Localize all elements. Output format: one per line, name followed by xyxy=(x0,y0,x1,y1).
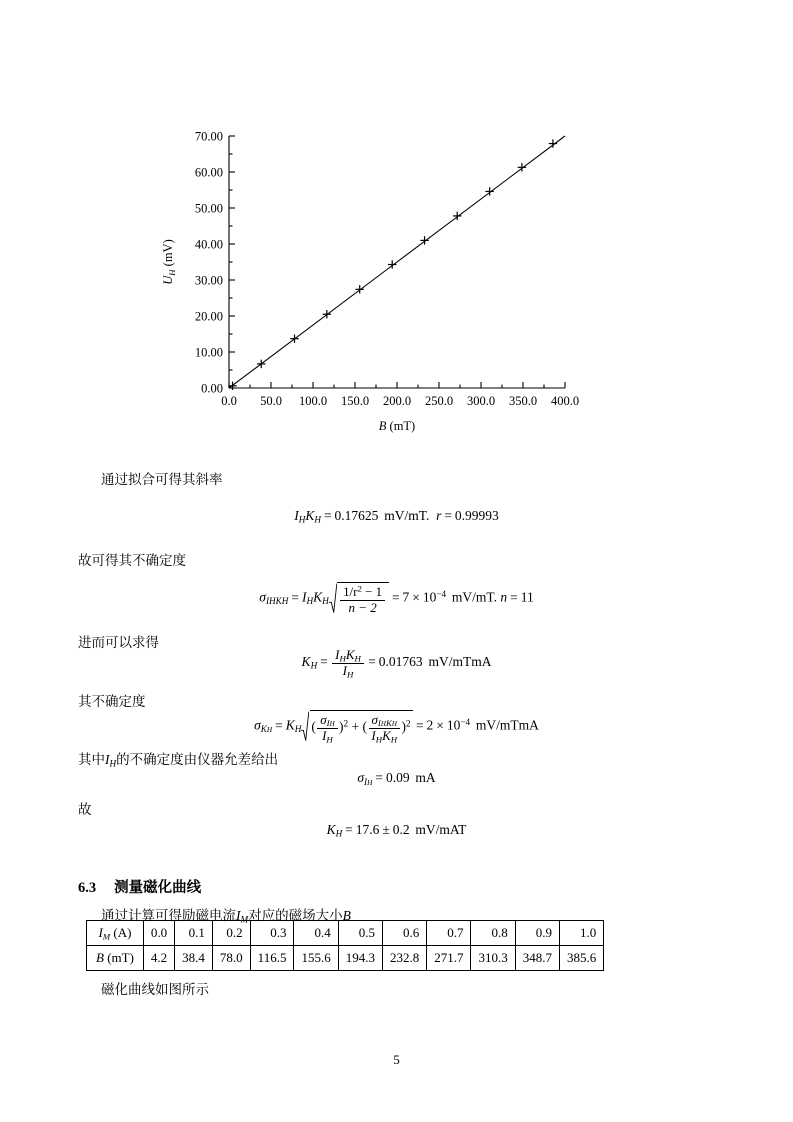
cell-im-6: 0.6 xyxy=(382,921,426,946)
paragraph-derive-intro: 进而可以求得 xyxy=(78,635,159,650)
cell-im-5: 0.5 xyxy=(338,921,382,946)
eq2-n-value: 11 xyxy=(520,589,534,605)
x-axis-title-var: B xyxy=(378,419,387,433)
eq5-value: 0.09 xyxy=(385,770,410,785)
eq6-pm: ± xyxy=(382,822,390,837)
eq3-K-sub: H xyxy=(310,660,318,671)
cell-im-9: 0.9 xyxy=(515,921,559,946)
magnetization-table-wrap xyxy=(86,920,604,971)
y-axis-title xyxy=(161,239,177,284)
y-axis-title-sub: H xyxy=(167,269,177,276)
cell-b-8: 310.3 xyxy=(471,946,515,971)
y-tick-label: 30.00 xyxy=(194,273,223,288)
eq2-sub-H1: H xyxy=(269,596,276,607)
cell-b-1: 38.4 xyxy=(175,946,213,971)
eq3-num-K-sub: H xyxy=(354,653,361,664)
cell-im-8: 0.8 xyxy=(471,921,515,946)
cell-b-6: 232.8 xyxy=(382,946,426,971)
y-tick-label: 20.00 xyxy=(194,309,223,324)
equation-sigma-ihkh: $\sigma_{IHKH} = I_HK_H$ $\frac{1/r^2 - 1}{n - 2}$ = $7 \times 10^{-4}$ mV/mT. n = 11 xyxy=(259,583,534,615)
p7-text-b: 对应的磁场大小 xyxy=(248,908,343,923)
eq3-den-I: I xyxy=(342,662,347,678)
paragraph-therefore: 故 xyxy=(78,802,92,817)
equation-sigma-kh: $\sigma_{KH} = K_H$ ( $\frac{\sigma_{IH}}{I_H}$ )$^2$ + ( $\frac{\sigma_{IHKH}}{I_HK_H}$ )$^2 = 2 \times 10^{-4}$ mV/mTmA xyxy=(254,712,539,744)
eq5-unit: mA xyxy=(415,770,436,785)
magnetization-table xyxy=(86,920,604,971)
equation-slope: $I_HK_H = 0.17625$ mV/mT. r = 0.99993 xyxy=(294,508,499,525)
cell-b-3: 116.5 xyxy=(250,946,294,971)
x-tick-label: 400.0 xyxy=(550,394,580,408)
cell-b-10: 385.6 xyxy=(559,946,603,971)
eq6-unit: mV/mAT xyxy=(415,822,467,837)
p7-text-a: 通过计算可得励磁电流 xyxy=(101,908,236,923)
eq2-sub-K: K xyxy=(275,596,282,607)
x-tick-label: 300.0 xyxy=(466,394,496,408)
y-tick-label: 50.00 xyxy=(194,201,223,216)
y-axis-title-var: U xyxy=(161,275,175,285)
equation-kh-result: $K_H = 17.6 \pm 0.2$ mV/mAT xyxy=(326,822,467,839)
eq4-unit: mV/mTmA xyxy=(475,717,539,733)
eq3-unit: mV/mTmA xyxy=(428,654,492,670)
eq3-num-K: K xyxy=(345,647,355,662)
radical-icon xyxy=(301,710,309,741)
eq6-K-sub: H xyxy=(335,828,343,839)
cell-im-4: 0.4 xyxy=(294,921,338,946)
eq4-exp: −4 xyxy=(460,716,471,727)
eq2-unit: mV/mT. xyxy=(451,589,498,605)
eq1-r: r xyxy=(436,508,442,523)
eq4-mantissa: 2 xyxy=(426,717,434,733)
paragraph-table-intro: 通过计算可得励磁电流$I_M$对应的磁场大小B xyxy=(101,908,351,925)
data-markers xyxy=(228,139,557,390)
cell-im-2: 0.2 xyxy=(212,921,250,946)
paragraph-uncertainty-intro: 故可得其不确定度 xyxy=(78,553,186,568)
section-title: 测量磁化曲线 xyxy=(114,880,202,896)
cell-b-5: 194.3 xyxy=(338,946,382,971)
eq3-num-I: I xyxy=(335,647,340,662)
section-number: 6.3 xyxy=(78,880,97,896)
eq1-I: I xyxy=(294,508,299,523)
table-row-field xyxy=(87,946,604,971)
x-axis-title-unit: (mT) xyxy=(389,419,416,433)
x-tick-label: 250.0 xyxy=(424,394,454,408)
eq1-value: 0.17625 xyxy=(334,508,379,523)
eq2-exp: −4 xyxy=(436,588,447,599)
page-number: 5 xyxy=(393,1052,400,1067)
y-tick-labels xyxy=(195,129,223,395)
eq2-sub-I: I xyxy=(265,596,270,607)
eq3-K: K xyxy=(301,654,311,670)
eq2-mantissa: 7 xyxy=(402,589,410,605)
p5-text-b: 的不确定度由仪器允差给出 xyxy=(116,752,279,767)
svg-text:UH (mV) xyxy=(161,239,177,284)
cell-im-7: 0.7 xyxy=(427,921,471,946)
equation-sigma-ih: $\sigma_{IH} = 0.09$ mA xyxy=(357,770,436,787)
paragraph-its-uncertainty: 其不确定度 xyxy=(78,694,146,709)
cell-b-0: 4.2 xyxy=(143,946,174,971)
paragraph-instrument-tolerance: 其中$I_H$的不确定度由仪器允差给出 xyxy=(78,752,279,769)
table-row-current xyxy=(87,921,604,946)
y-tick-label: 0.00 xyxy=(201,381,223,396)
cell-im-3: 0.3 xyxy=(250,921,294,946)
eq6-value: 17.6 xyxy=(355,822,380,837)
eq2-sub-H2: H xyxy=(281,596,289,607)
fit-line xyxy=(229,136,565,388)
row-header-current: $I_M$ (A) xyxy=(87,921,144,946)
paragraph-curve-note: 磁化曲线如图所示 xyxy=(101,982,209,997)
data-point xyxy=(549,139,557,147)
eq3-fraction xyxy=(332,648,363,678)
y-axis-title-unit: (mV) xyxy=(161,239,175,267)
eq1-K-sub: H xyxy=(314,514,321,525)
eq1-K: K xyxy=(305,508,315,523)
x-tick-label: 200.0 xyxy=(382,394,412,408)
x-tick-label: 0.0 xyxy=(221,394,237,408)
paragraph-slope-intro: 通过拟合可得其斜率 xyxy=(101,472,223,487)
y-tick-label: 70.00 xyxy=(194,129,223,144)
eq4-sqrt: ( $\frac{\sigma_{IH}}{I_H}$ )$^2$ + ( $\frac{\sigma_{IHKH}}{I_HK_H}$ )$^2$ xyxy=(301,710,413,743)
x-axis-title xyxy=(379,419,415,433)
eq4-base: 10 xyxy=(446,717,461,733)
cell-im-10: 1.0 xyxy=(559,921,603,946)
section-heading-6-3 xyxy=(78,876,201,897)
x-axis-ticks xyxy=(229,382,565,388)
eq3-den-I-sub: H xyxy=(346,668,354,679)
eq2-times: × xyxy=(412,589,420,605)
cell-b-2: 78.0 xyxy=(212,946,250,971)
x-tick-label: 100.0 xyxy=(298,394,328,408)
eq2-den: n − 2 xyxy=(348,599,377,615)
cell-b-9: 348.7 xyxy=(515,946,559,971)
eq3-num-I-sub: H xyxy=(339,653,346,664)
eq1-unit: mV/mT. xyxy=(384,508,430,523)
eq2-sqrt xyxy=(329,582,389,615)
chart-svg xyxy=(150,112,620,442)
row-header-field: B (mT) xyxy=(87,946,144,971)
eq2-base: 10 xyxy=(422,589,437,605)
cell-b-4: 155.6 xyxy=(294,946,338,971)
y-axis-ticks xyxy=(229,136,235,388)
cell-im-1: 0.1 xyxy=(175,921,213,946)
y-tick-label: 40.00 xyxy=(194,237,223,252)
x-tick-label: 350.0 xyxy=(508,394,538,408)
eq1-r-value: 0.99993 xyxy=(454,508,499,523)
eq2-num-exp: 2 xyxy=(357,583,362,594)
eq6-K: K xyxy=(326,822,336,837)
eq6-uncert: 0.2 xyxy=(392,822,410,837)
cell-im-0: 0.0 xyxy=(143,921,174,946)
eq2-num-a: 1/r xyxy=(343,584,358,599)
cell-b-7: 271.7 xyxy=(427,946,471,971)
y-tick-label: 10.00 xyxy=(194,345,223,360)
x-tick-label: 150.0 xyxy=(340,394,370,408)
p5-text-a: 其中 xyxy=(78,752,105,767)
radical-icon xyxy=(329,582,337,613)
equation-kh: $K_H$ = $\frac{I_HK_H}{I_H}$ = 0.01763 mV/mTmA xyxy=(301,647,492,679)
hall-voltage-chart xyxy=(150,112,620,442)
eq2-n: n xyxy=(500,589,508,605)
eq2-num-tail: − 1 xyxy=(365,584,383,599)
eq1-I-sub: H xyxy=(298,514,306,525)
eq3-value: 0.01763 xyxy=(378,654,423,670)
y-tick-label: 60.00 xyxy=(194,165,223,180)
x-tick-labels xyxy=(221,394,579,408)
x-tick-label: 50.0 xyxy=(260,394,282,408)
